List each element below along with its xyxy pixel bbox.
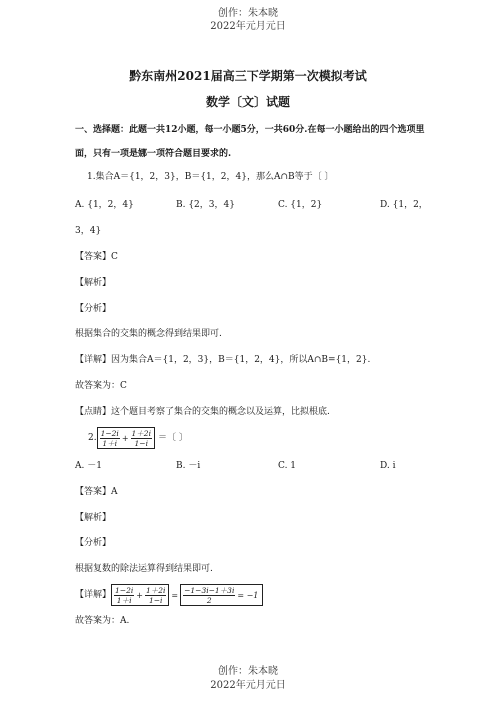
footer-author: 创作：朱本晓 (218, 666, 278, 677)
q1-option-a: A. {1，2，4} (75, 200, 134, 210)
q2-fenxi-text: 根据复数的除法运算得到结果即可. (75, 564, 213, 574)
q2-detail-rhs (180, 584, 263, 606)
q2-detail-fraction-1-denominator: 1＋i (116, 595, 132, 605)
q2-option-c: C. 1 (278, 461, 297, 471)
q1-comment: 【点睛】这个题目考察了集合的交集的概念以及运算，比拟根底. (75, 407, 330, 417)
section-intro-line2: 面，只有一项是娜一项符合题目要求的. (75, 149, 232, 159)
q2-fraction-1-numerator: 1−2i (100, 428, 119, 438)
q2-detail-fraction-1-numerator: 1−2i (115, 585, 134, 595)
header-date: 2022年元月元日 (210, 21, 286, 32)
q1-conclusion: 故答案为：C (75, 381, 127, 391)
q1-detail: 【详解】因为集合A＝{1，2，3}，B＝{1，2，4}，所以A∩B={1，2}. (75, 355, 371, 365)
q2-detail-fraction-3 (183, 586, 235, 605)
q2-detail-fraction-1 (114, 586, 134, 605)
header-author: 创作：朱本晓 (218, 8, 278, 19)
q1-option-d: D. {1，2， (380, 200, 428, 210)
q2-option-a: A. －1 (75, 461, 102, 471)
q2-detail-fraction-2 (145, 586, 166, 605)
q2-detail-equals-sign: = (171, 590, 179, 600)
q2-number: 2. (88, 432, 97, 443)
section-intro-line1: 一、选择题：此题一共12小题，每一小题5分，一共60分.在每一小题给出的四个选项里 (75, 125, 425, 135)
q2-analysis: 【解析】 (75, 513, 112, 523)
q2-detail-result: = −1 (237, 590, 259, 600)
q2-detail (75, 582, 263, 608)
q2-fraction-2-numerator: 1＋2i (131, 428, 151, 438)
q2-fenxi: 【分析】 (75, 538, 112, 548)
q2-conclusion: 故答案为：A. (75, 616, 130, 626)
q2-detail-label: 【详解】 (75, 589, 112, 600)
q2-detail-plus-sign: + (136, 590, 143, 600)
q1-answer: 【答案】C (75, 252, 118, 262)
document-subtitle: 数学〔文〕试题 (205, 95, 290, 109)
q1-fenxi-text: 根据集合的交集的概念得到结果即可. (75, 329, 222, 339)
q2-stem (88, 425, 188, 451)
q2-stem-suffix: ＝〔 〕 (157, 432, 188, 443)
q1-option-c: C. {1，2} (278, 200, 323, 210)
q2-fraction-2-denominator: 1−i (134, 438, 148, 448)
footer-date: 2022年元月元日 (210, 680, 286, 691)
q2-fraction-1-denominator: 1＋i (102, 438, 118, 448)
q1-stem: 1.集合A＝{1，2，3}，B＝{1，2，4}，那么A∩B等于〔 〕 (87, 172, 334, 182)
q2-option-d: D. i (380, 461, 396, 471)
q2-detail-fraction-3-denominator: 2 (206, 595, 212, 605)
q2-fraction-2 (131, 429, 152, 448)
q1-fenxi: 【分析】 (75, 304, 112, 314)
q2-detail-fraction-2-denominator: 1−i (148, 595, 163, 605)
q1-analysis: 【解析】 (75, 278, 112, 288)
q2-answer: 【答案】A (75, 487, 118, 497)
document-title: 黔东南州2021届高三下学期第一次模拟考试 (129, 69, 367, 83)
q2-detail-lhs (111, 584, 169, 606)
q2-detail-fraction-3-numerator: −1−3i−1＋3i (184, 585, 235, 595)
q2-plus-sign: + (121, 433, 129, 443)
q2-option-b: B. －i (176, 461, 201, 471)
q1-option-b: B. {2，3，4} (176, 200, 235, 210)
q2-fraction-1 (100, 429, 120, 448)
q2-expression (97, 427, 155, 449)
q1-option-d-wrap: 3，4} (75, 226, 102, 236)
q2-detail-fraction-2-numerator: 1＋2i (145, 585, 166, 595)
